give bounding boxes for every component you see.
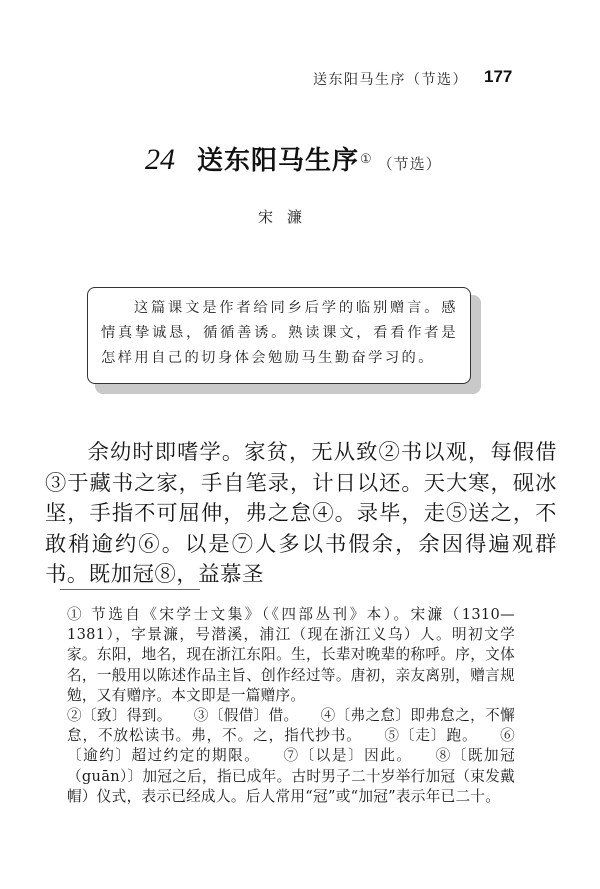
footnote-8: ⑧〔既加冠（guān）〕加冠之后，指已成年。古时男子二十岁举行加冠（束发戴帽）仪式，表示已经成人。后人常用“冠”或“加冠”表示年已二十。	[67, 747, 515, 805]
main-text	[45, 438, 557, 591]
intro-text: 这篇课文是作者给同乡后学的临别赠言。感情真挚诚恳，循循善诱。熟读课文，看看作者是怎样用自己的切身体会勉励马生勤奋学习的。	[101, 300, 458, 366]
footnote-2-6	[67, 706, 515, 807]
footnote-1	[67, 605, 515, 706]
lesson-number: 24	[145, 143, 175, 176]
footnote-4: ④〔弗之怠〕即弗怠之，不懈怠，不放松读书。弗，不。之，指代抄书。	[67, 707, 515, 745]
page-number: 177	[484, 67, 513, 86]
running-head-title: 送东阳马生序（节选）	[313, 72, 468, 88]
lesson-subtitle: （节选）	[377, 155, 442, 173]
footnote-separator	[60, 589, 200, 590]
intro-box	[87, 287, 471, 384]
lesson-name: 送东阳马生序	[197, 146, 360, 176]
footnote-2: ②〔致〕得到。	[67, 707, 172, 725]
running-head	[0, 69, 600, 91]
lesson-title	[145, 140, 442, 180]
footnote-6: ⑥〔逾约〕超过约定的期限。	[67, 727, 515, 765]
footnote-7: ⑦〔以是〕因此。	[282, 747, 413, 765]
footnote-5: ⑤〔走〕跑。	[383, 727, 478, 745]
footnote-3: ③〔假借〕借。	[193, 707, 299, 725]
footnote-1-text: ① 节选自《宋学士文集》（《四部丛刊》本）。宋濂（1310—1381），字景濂，号潜溪，浦江（现在浙江义乌）人。明初文学家。东阳，地名，现在浙江东阳。生，长辈对晚辈的称呼。序，文体名，一般用以陈述作品主旨、创作经过等。唐初，亲友离别，赠言规勉，又有赠序。本文即是一篇赠序。	[67, 606, 515, 704]
main-paragraph: 余幼时即嗜学。家贫，无从致②书以观，每假借③于藏书之家，手自笔录，计日以还。天大寒，砚冰坚，手指不可屈伸，弗之怠④。录毕，走⑤送之，不敢稍逾约⑥。以是⑦人多以书假余，余因得遍观群书。既加冠⑧，益慕圣	[45, 440, 557, 587]
footnotes	[67, 605, 515, 807]
footnote-ref-1: ①	[360, 151, 372, 167]
author-name: 宋濂	[258, 208, 317, 226]
